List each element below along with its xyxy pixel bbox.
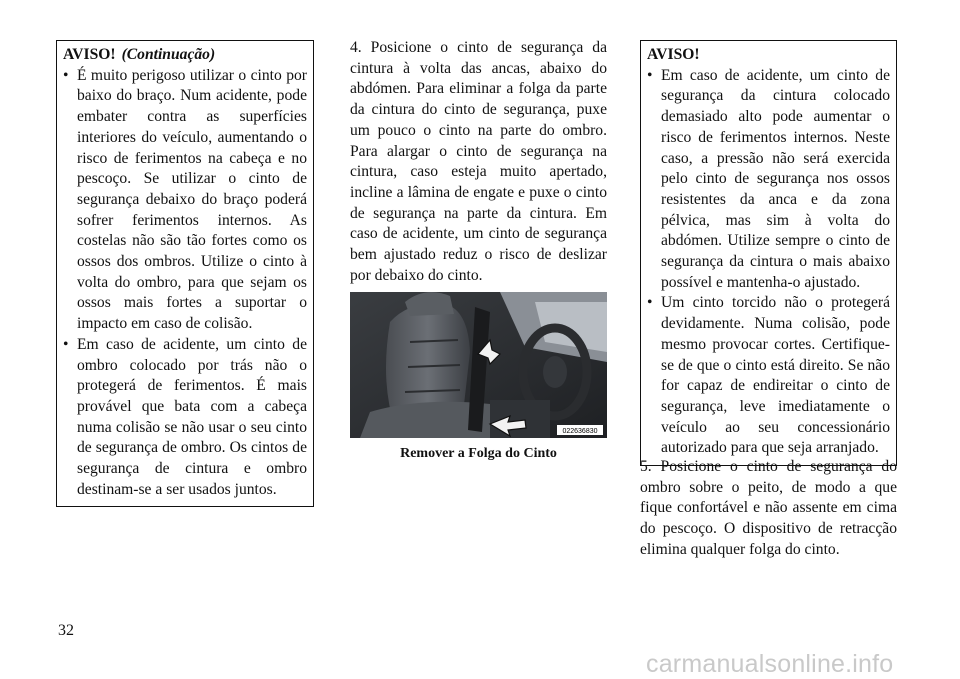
- right-warning-bullet-1-text: • Em caso de acidente, um cinto de segurança da cintura colocado demasiado alto pode aumentar o risco de ferimentos internos. Neste caso, a pressão não será exercida pelo cinto de segurança nos ossos resistentes da anca e da zona pélvica, mas sim à volta do abdómen. Utilize sempre o cinto de segurança da cintura o mais abaixo possível e mantenha-o ajustado.: [661, 66, 890, 291]
- watermark: carmanualsonline.info: [646, 650, 894, 678]
- left-warning-continuation: (Continuação): [121, 46, 216, 63]
- right-warning-bullet-1: [647, 66, 890, 294]
- right-warning-list: [647, 66, 890, 459]
- right-step-5: [640, 457, 897, 561]
- left-warning-title-label: AVISO!: [63, 46, 116, 63]
- left-warning-title: [63, 45, 307, 66]
- left-warning-bullet-2: [63, 335, 307, 501]
- right-warning-title: AVISO!: [647, 46, 700, 63]
- left-warning-list: [63, 66, 307, 501]
- page-number: 32: [58, 622, 74, 639]
- right-warning-box: [640, 40, 897, 466]
- left-warning-bullet-1-text: • É muito perigoso utilizar o cinto por baixo do braço. Num acidente, pode embater contra as superfícies interiores do veículo, aumentando o risco de ferimentos na cabeça e no pescoço. Se utilizar o cinto de segurança debaixo do braço poderá sofrer ferimentos internos. As costelas não são tão fortes como os ossos dos ombros. Utilize o cinto à volta do ombro, para que sejam os ossos mais fortes a suportar o impacto em caso de colisão.: [77, 66, 307, 333]
- seatbelt-slack-figure: [350, 292, 607, 438]
- middle-column: [350, 38, 607, 286]
- left-warning-bullet-1: [63, 66, 307, 335]
- left-warning-bullet-2-text: • Em caso de acidente, um cinto de ombro colocado por trás não o protegerá de ferimentos. É mais provável que bata com a cabeça numa colisão se não usar o seu cinto de segurança de ombro. Os cintos de segurança de cintura e ombro destinam-se a ser usados juntos.: [77, 335, 307, 498]
- left-warning-box: [56, 40, 314, 507]
- step-4-text: 4. Posicione o cinto de segurança da cintura à volta das ancas, abaixo do abdómen. Para eliminar a folga da parte da cintura do cinto de segurança, puxe um pouco o cinto na parte do ombro. Para alargar o cinto de segurança na cintura, caso esteja muito apertado, incline a lâmina de engate e puxe o cinto de segurança na parte da cintura. Em caso de acidente, um cinto de segurança bem ajustado reduz o risco de deslizar por debaixo do cinto.: [350, 39, 607, 284]
- figure-caption: Remover a Folga do Cinto: [400, 446, 557, 461]
- step-5-text: 5. Posicione o cinto de segurança do ombro sobre o peito, de modo a que fique confortável e não assente em cima do pescoço. O dispositivo de retracção elimina qualquer folga do cinto.: [640, 458, 897, 558]
- car-interior-illustration: [350, 292, 607, 438]
- right-warning-bullet-2: [647, 293, 890, 459]
- figure-code: 022636830: [562, 428, 598, 435]
- right-warning-bullet-2-text: • Um cinto torcido não o protegerá devidamente. Numa colisão, pode mesmo provocar cortes. Certifique-se de que o cinto está direito. Se não for capaz de endireitar o cinto de segurança, leve imediatamente o veículo ao seu concessionário autorizado para que seja arranjado.: [661, 294, 890, 457]
